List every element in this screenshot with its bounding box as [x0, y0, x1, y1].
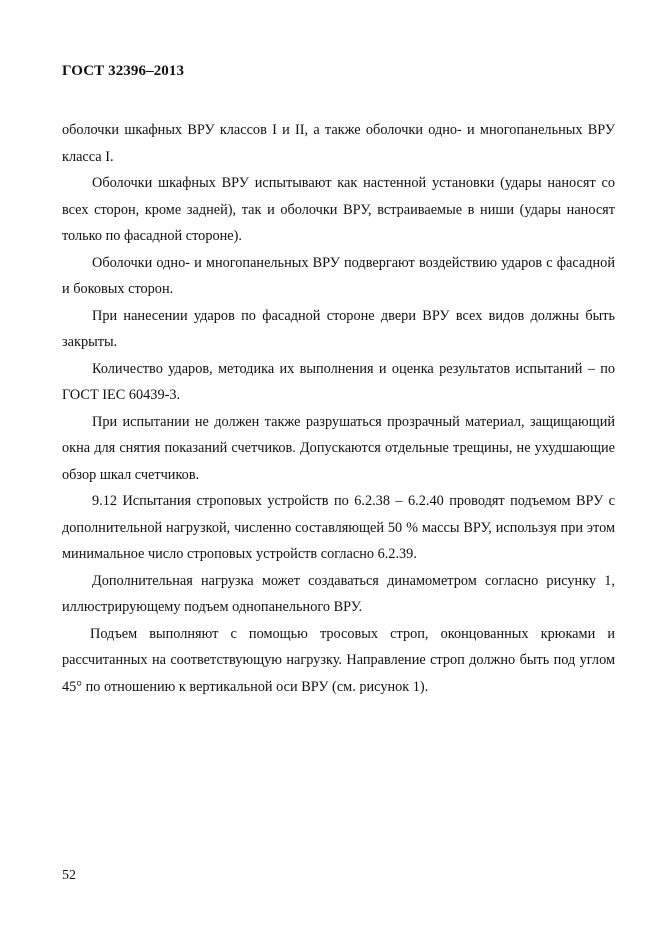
- paragraph-doors-closed: При нанесении ударов по фасадной стороне двери ВРУ всех видов должны быть закрыты.: [62, 307, 615, 350]
- paragraph-lifting-slings: Подъем выполняют с помощью тросовых строп, оконцованных крюками и рассчитанных на соответствующую нагрузку. Направление строп должно быть под углом 45° по отношению к вертикальной оси ВРУ (см. рисунок 1).: [62, 625, 615, 695]
- paragraph-enclosure-classes: оболочки шкафных ВРУ классов I и II, а также оболочки одно- и многопанельных ВРУ класса I.: [62, 122, 615, 165]
- paragraph-panel-enclosures: Оболочки одно- и многопанельных ВРУ подвергают воздействию ударов с фасадной и боковых сторон.: [62, 254, 615, 297]
- document-body: [62, 117, 615, 700]
- paragraph-impact-method: Количество ударов, методика их выполнения и оценка результатов испытаний – по ГОСТ IEC 60439-3.: [62, 360, 615, 403]
- paragraph-transparent-material: При испытании не должен также разрушаться прозрачный материал, защищающий окна для снятия показаний счетчиков. Допускаются отдельные трещины, не ухудшающие обзор шкал счетчиков.: [62, 413, 615, 483]
- document-standard-title: ГОСТ 32396–2013: [62, 63, 185, 79]
- paragraph-cabinet-enclosures: Оболочки шкафных ВРУ испытывают как настенной установки (удары наносят со всех сторон, кроме задней), так и оболочки ВРУ, встраиваемые в ниши (удары наносят только по фасадной стороне).: [62, 175, 615, 244]
- paragraph-section-9-12: 9.12 Испытания строповых устройств по 6.2.38 – 6.2.40 проводят подъемом ВРУ с дополнительной нагрузкой, численно составляющей 50 % массы ВРУ, используя при этом минимальное число строповых устройств согласно 6.2.39.: [62, 493, 615, 562]
- paragraph-additional-load: Дополнительная нагрузка может создаваться динамометром согласно рисунку 1, иллюстрирующему подъем однопанельного ВРУ.: [62, 572, 615, 615]
- page-number: 52: [62, 868, 76, 883]
